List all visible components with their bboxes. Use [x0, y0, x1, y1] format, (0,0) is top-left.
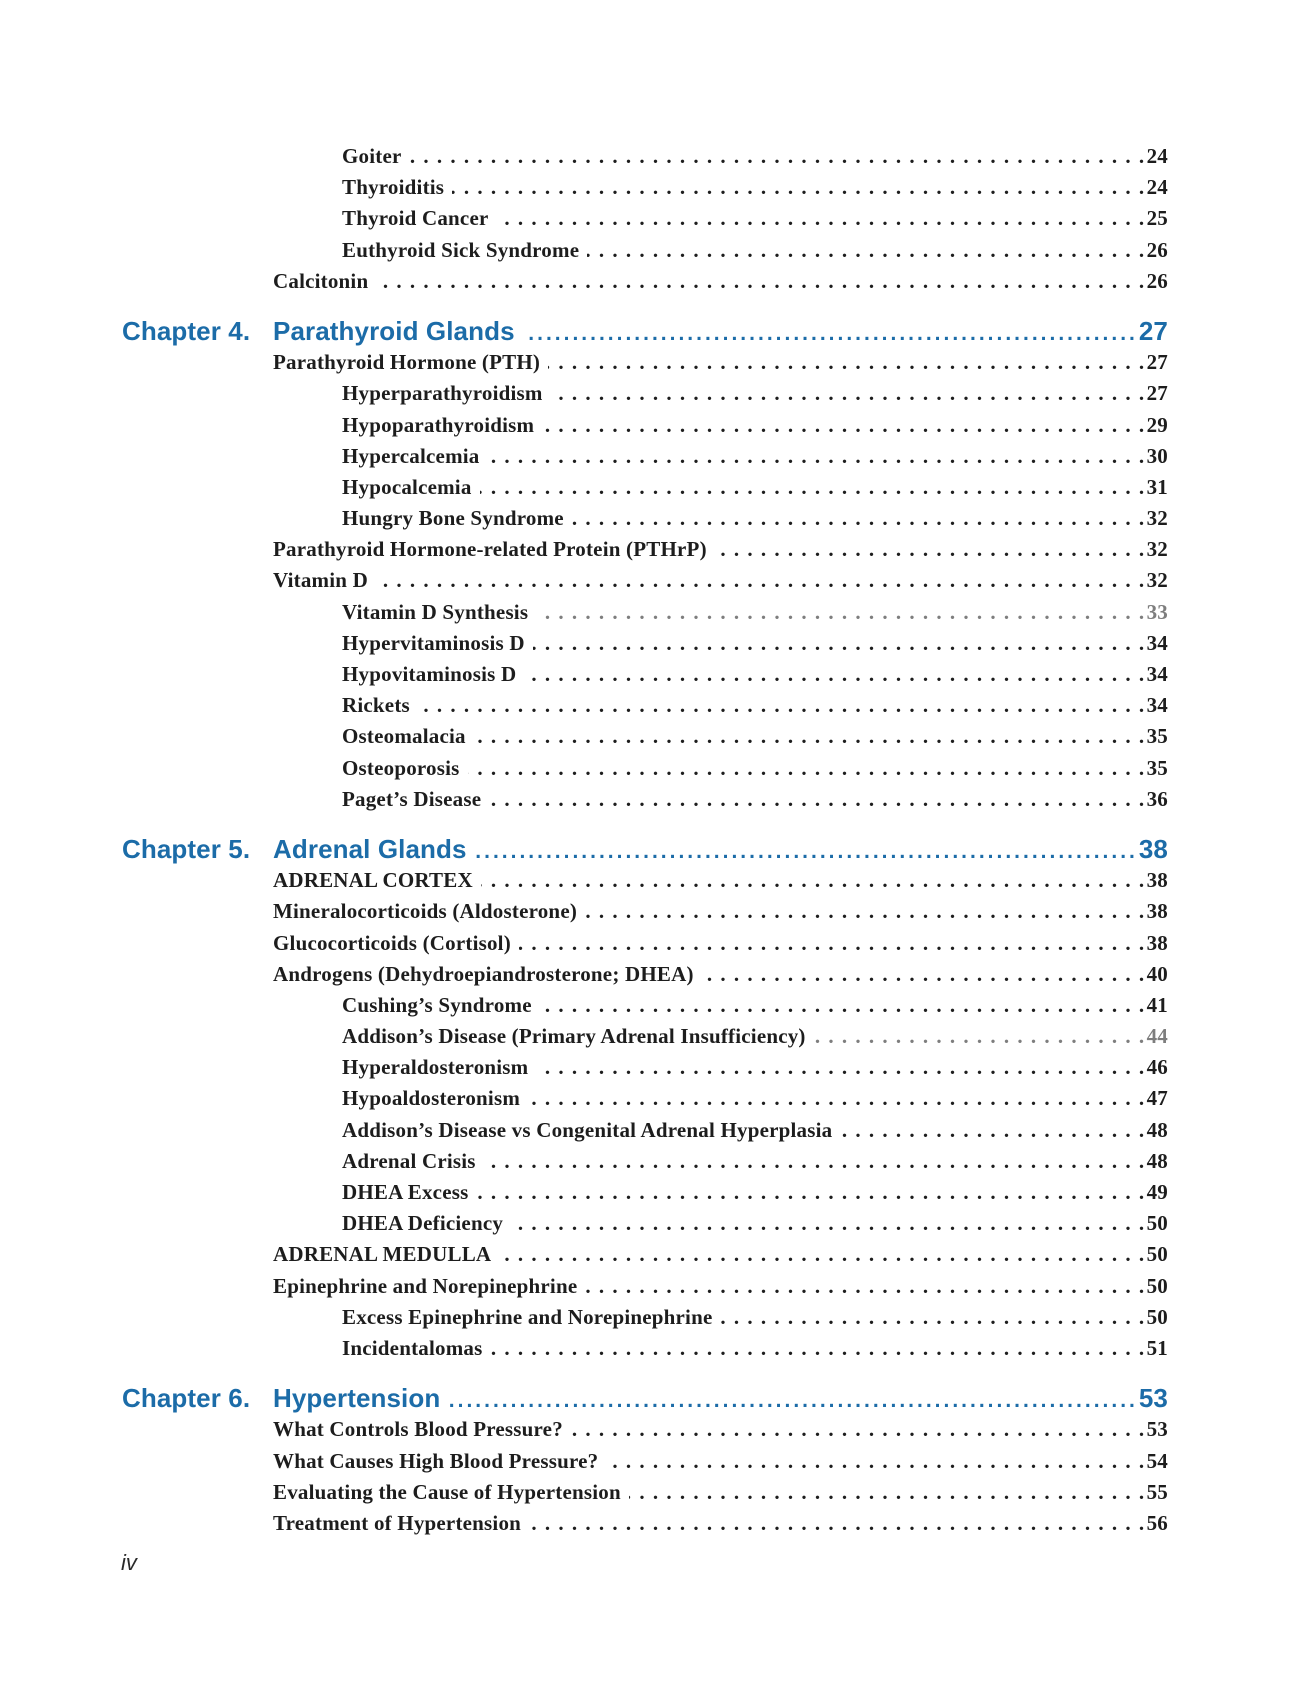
toc-entry-page-number: 34	[1146, 693, 1168, 718]
toc-entry-page-number: 34	[1146, 630, 1168, 655]
toc-entry	[122, 441, 1168, 472]
toc-entry-page-number: 35	[1146, 724, 1168, 749]
toc-entry	[122, 721, 1168, 752]
dot-leader	[629, 1477, 1146, 1508]
chapter-label: Chapter 6.	[122, 1383, 251, 1414]
toc-entry-page-number: 46	[1146, 1055, 1168, 1080]
dot-leader	[484, 1146, 1146, 1177]
toc-entry-page-number: 29	[1146, 412, 1168, 437]
toc-entry	[122, 784, 1168, 815]
toc-entry-page-number: 35	[1146, 755, 1168, 780]
toc-entry-page-number: 38	[1146, 868, 1168, 893]
dot-leader	[536, 597, 1145, 628]
toc-entry-page-number: 55	[1146, 1479, 1168, 1504]
dot-leader	[410, 141, 1146, 172]
toc-entry-title: Epinephrine and Norepinephrine	[273, 1273, 578, 1298]
chapter-label: Chapter 4.	[122, 315, 251, 346]
toc-entry-page-number: 44	[1146, 1024, 1168, 1049]
toc-entry	[122, 928, 1168, 959]
toc-entry-page-number: 27	[1146, 381, 1168, 406]
dot-leader	[468, 753, 1146, 784]
toc-entry-title: Cushing’s Syndrome	[342, 992, 532, 1017]
toc-entry	[122, 1115, 1168, 1146]
dot-leader	[572, 503, 1146, 534]
toc-entry-title: Hypoaldosteronism	[342, 1086, 521, 1111]
toc-entry-title: Excess Epinephrine and Norepinephrine	[342, 1304, 713, 1329]
toc-entry-title: Treatment of Hypertension	[273, 1510, 522, 1535]
toc-entry	[122, 472, 1168, 503]
toc-entry	[122, 347, 1168, 378]
toc-entry-title: Parathyroid Hormone-related Protein (PTHrP)	[273, 537, 707, 562]
toc-entry-page-number: 50	[1146, 1304, 1168, 1329]
dot-leader	[376, 266, 1145, 297]
toc-entry-title: Hypervitaminosis D	[342, 630, 525, 655]
toc-entry-page-number: 49	[1146, 1180, 1168, 1204]
dot-leader	[528, 1083, 1146, 1114]
dot-leader	[529, 1508, 1146, 1539]
toc-section	[122, 1383, 1168, 1539]
chapter-title: Parathyroid Glands	[273, 315, 515, 346]
toc-entry-page-number: 30	[1146, 443, 1168, 468]
toc-chapter-heading	[122, 834, 1168, 865]
toc-entry	[122, 410, 1168, 441]
toc-entry	[122, 1083, 1168, 1114]
toc-entry-page-number: 38	[1146, 930, 1168, 955]
toc-entry-title: Adrenal Crisis	[342, 1148, 476, 1173]
toc-entry	[122, 959, 1168, 990]
toc-entry-page-number: 31	[1146, 474, 1168, 499]
toc-entry	[122, 1302, 1168, 1333]
dot-leader	[519, 928, 1146, 959]
dot-leader	[449, 1385, 1138, 1416]
toc-entry-page-number: 47	[1146, 1086, 1168, 1111]
toc-entry	[122, 896, 1168, 927]
toc-entry-title: Addison’s Disease (Primary Adrenal Insufficiency)	[342, 1024, 806, 1049]
toc-entry-page-number: 25	[1146, 206, 1168, 231]
toc-entry-page-number: 32	[1146, 568, 1168, 593]
toc-entry	[122, 1508, 1168, 1539]
dot-leader	[585, 896, 1146, 927]
toc-entry-title: What Causes High Blood Pressure?	[273, 1448, 599, 1473]
dot-leader	[540, 990, 1146, 1021]
chapter-page-number: 38	[1138, 833, 1168, 864]
toc-entry-title: Osteomalacia	[342, 724, 466, 749]
toc-entry-title: ADRENAL CORTEX	[273, 868, 473, 893]
dot-leader	[721, 1302, 1146, 1333]
dot-leader	[585, 1271, 1145, 1302]
toc-entry-title: Hyperparathyroidism	[342, 381, 543, 406]
toc-entry-title: Hyperaldosteronism	[342, 1055, 529, 1080]
toc-entry-title: ADRENAL MEDULLA	[273, 1242, 492, 1267]
chapter-title: Adrenal Glands	[273, 833, 467, 864]
toc-entry-title: DHEA Excess	[342, 1180, 469, 1204]
dot-leader	[489, 784, 1145, 815]
toc-entry-title: Rickets	[342, 693, 410, 718]
toc-entry	[122, 1146, 1168, 1177]
toc-entry-title: Incidentalomas	[342, 1335, 483, 1360]
toc-entry-title: Mineralocorticoids (Aldosterone)	[273, 899, 578, 924]
toc-entry-title: Hypocalcemia	[342, 474, 472, 499]
dot-leader	[376, 565, 1146, 596]
toc-entry-page-number: 50	[1146, 1273, 1168, 1298]
dot-leader	[587, 235, 1145, 266]
toc-entry-page-number: 33	[1146, 599, 1168, 624]
dot-leader	[418, 690, 1146, 721]
toc-entry-page-number: 24	[1146, 144, 1168, 168]
toc-entry	[122, 865, 1168, 896]
toc-entry	[122, 628, 1168, 659]
dot-leader	[511, 1208, 1146, 1239]
toc-entry-page-number: 53	[1146, 1417, 1168, 1442]
toc-entry-page-number: 32	[1146, 506, 1168, 531]
toc-entry	[122, 1414, 1168, 1445]
dot-leader	[533, 628, 1146, 659]
chapter-label: Chapter 5.	[122, 833, 251, 864]
toc-entry-page-number: 50	[1146, 1242, 1168, 1267]
folio-page-number: iv	[121, 1550, 137, 1575]
dot-leader	[499, 1239, 1145, 1270]
dot-leader	[490, 1333, 1145, 1364]
toc-entry	[122, 378, 1168, 409]
toc-entry-page-number: 40	[1146, 961, 1168, 986]
toc-entry-page-number: 24	[1146, 175, 1168, 200]
toc-entry	[122, 1446, 1168, 1477]
toc-entry-page-number: 36	[1146, 786, 1168, 811]
dot-leader	[840, 1115, 1145, 1146]
toc-entry-title: Vitamin D Synthesis	[342, 599, 529, 624]
toc-entry-title: What Controls Blood Pressure?	[273, 1417, 563, 1442]
dot-leader	[480, 472, 1146, 503]
toc-entry	[122, 1208, 1168, 1239]
dot-leader	[551, 378, 1146, 409]
toc-entry-title: Goiter	[342, 144, 402, 168]
toc	[122, 141, 1168, 1539]
dot-leader	[715, 534, 1146, 565]
dot-leader	[702, 959, 1146, 990]
toc-entry	[122, 1333, 1168, 1364]
toc-entry	[122, 141, 1168, 172]
chapter-page-number: 27	[1138, 315, 1168, 346]
toc-entry-title: Hypoparathyroidism	[342, 412, 535, 437]
dot-leader	[536, 1052, 1145, 1083]
toc-entry	[122, 534, 1168, 565]
toc-entry-page-number: 38	[1146, 899, 1168, 924]
toc-entry	[122, 203, 1168, 234]
toc-entry-title: Thyroiditis	[342, 175, 445, 200]
toc-entry	[122, 690, 1168, 721]
toc-entry-page-number: 54	[1146, 1448, 1168, 1473]
toc-entry-page-number: 41	[1146, 992, 1168, 1017]
toc-entry	[122, 1177, 1168, 1208]
toc-entry-page-number: 51	[1146, 1335, 1168, 1360]
dot-leader	[497, 203, 1146, 234]
toc-entry-title: Addison’s Disease vs Congenital Adrenal Hyperplasia	[342, 1117, 833, 1142]
toc-section	[122, 316, 1168, 815]
toc-entry-page-number: 26	[1146, 237, 1168, 262]
toc-entry	[122, 1271, 1168, 1302]
toc-entry	[122, 1052, 1168, 1083]
toc-entry-title: Hungry Bone Syndrome	[342, 506, 564, 531]
toc-entry-title: Euthyroid Sick Syndrome	[342, 237, 580, 262]
dot-leader	[476, 836, 1138, 867]
toc-entry	[122, 597, 1168, 628]
toc-section	[122, 141, 1168, 297]
toc-entry-page-number: 50	[1146, 1211, 1168, 1236]
toc-entry-title: Vitamin D	[273, 568, 368, 593]
dot-leader	[524, 318, 1138, 349]
toc-entry-page-number: 56	[1146, 1510, 1168, 1535]
toc-entry	[122, 1021, 1168, 1052]
toc-entry	[122, 1477, 1168, 1508]
dot-leader	[606, 1446, 1145, 1477]
chapter-title: Hypertension	[273, 1383, 441, 1414]
dot-leader	[474, 721, 1146, 752]
toc-entry	[122, 659, 1168, 690]
toc-entry-title: Osteoporosis	[342, 755, 460, 780]
toc-entry-title: Androgens (Dehydroepiandrosterone; DHEA)	[273, 961, 694, 986]
toc-entry-title: Glucocorticoids (Cortisol)	[273, 930, 511, 955]
toc-entry-title: Evaluating the Cause of Hypertension	[273, 1479, 621, 1504]
toc-entry-page-number: 26	[1146, 268, 1168, 293]
toc-entry	[122, 172, 1168, 203]
toc-entry	[122, 990, 1168, 1021]
toc-entry-title: Hypovitaminosis D	[342, 662, 517, 686]
dot-leader	[571, 1414, 1146, 1445]
dot-leader	[481, 865, 1146, 896]
toc-entry	[122, 266, 1168, 297]
toc-entry	[122, 753, 1168, 784]
dot-leader	[548, 347, 1146, 378]
toc-entry	[122, 1239, 1168, 1270]
dot-leader	[814, 1021, 1146, 1052]
dot-leader	[488, 441, 1146, 472]
toc-section	[122, 834, 1168, 1364]
toc-entry-page-number: 34	[1146, 662, 1168, 686]
chapter-page-number: 53	[1138, 1383, 1168, 1414]
toc-entry-page-number: 32	[1146, 537, 1168, 562]
toc-entry	[122, 503, 1168, 534]
dot-leader	[452, 172, 1145, 203]
toc-entry-page-number: 48	[1146, 1117, 1168, 1142]
toc-entry-title: Paget’s Disease	[342, 786, 482, 811]
toc-entry-title: Thyroid Cancer	[342, 206, 489, 231]
toc-entry-title: Parathyroid Hormone (PTH)	[273, 350, 541, 375]
toc-chapter-heading	[122, 316, 1168, 347]
toc-entry-page-number: 48	[1146, 1148, 1168, 1173]
toc-entry-title: Calcitonin	[273, 268, 369, 293]
toc-entry	[122, 565, 1168, 596]
dot-leader	[524, 659, 1145, 690]
toc-entry-title: Hypercalcemia	[342, 443, 480, 468]
dot-leader	[542, 410, 1145, 441]
toc-entry	[122, 235, 1168, 266]
toc-chapter-heading	[122, 1383, 1168, 1414]
toc-entry-title: DHEA Deficiency	[342, 1211, 504, 1236]
toc-entry-page-number: 27	[1146, 350, 1168, 375]
dot-leader	[476, 1177, 1145, 1208]
